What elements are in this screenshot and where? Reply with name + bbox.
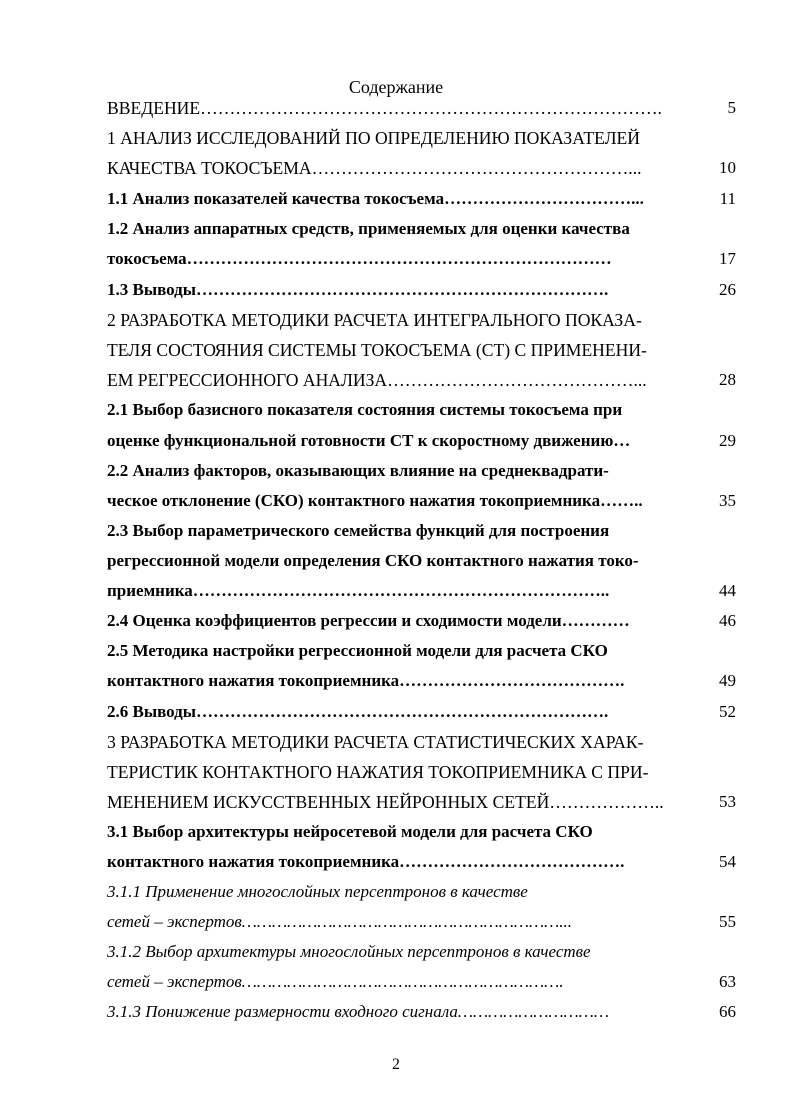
toc-line: токосъема………………………………………………………………… (107, 249, 612, 268)
toc-line: КАЧЕСТВА ТОКОСЪЕМА………………………………………………... (107, 158, 642, 178)
toc-line: регрессионной модели определения СКО контактного нажатия токо- (107, 551, 639, 570)
toc-page-number: 46 (719, 611, 736, 630)
toc-line: 1.1 Анализ показателей качества токосъема……………………………... (107, 189, 644, 208)
toc-line: контактного нажатия токоприемника…………………………………. (107, 671, 625, 690)
toc-line: 2 РАЗРАБОТКА МЕТОДИКИ РАСЧЕТА ИНТЕГРАЛЬНОГО ПОКАЗА- (107, 310, 642, 330)
toc-page-number: 35 (719, 491, 736, 510)
toc-line: 2.1 Выбор базисного показателя состояния системы токосъема при (107, 400, 623, 419)
toc-page-number: 54 (719, 852, 736, 871)
toc-page-number: 53 (719, 792, 736, 811)
toc-line: 3.1.2 Выбор архитектуры многослойных персептронов в качестве (107, 942, 591, 961)
toc-line: ТЕРИСТИК КОНТАКТНОГО НАЖАТИЯ ТОКОПРИЕМНИКА С ПРИ- (107, 762, 649, 782)
toc-line: 2.5 Методика настройки регрессионной модели для расчета СКО (107, 641, 608, 660)
toc-line: ВВЕДЕНИЕ……………………………………………………………………. (107, 98, 662, 118)
toc-line: ЕМ РЕГРЕССИОННОГО АНАЛИЗА……………………………………... (107, 370, 647, 390)
toc-line: 3 РАЗРАБОТКА МЕТОДИКИ РАСЧЕТА СТАТИСТИЧЕСКИХ ХАРАК- (107, 732, 644, 752)
toc-page-number: 66 (719, 1002, 736, 1021)
toc-page-number: 5 (727, 98, 736, 117)
toc-page-number: 11 (719, 189, 736, 208)
toc-line: ческое отклонение (СКО) контактного нажатия токоприемника…….. (107, 491, 643, 510)
toc-page-number: 29 (719, 431, 736, 450)
toc-line: сетей – экспертов………………………………………………………... (107, 912, 572, 931)
toc-page-number: 63 (719, 972, 736, 991)
toc-line: 3.1.1 Применение многослойных персептронов в качестве (107, 882, 528, 901)
toc-line: МЕНЕНИЕМ ИСКУССТВЕННЫХ НЕЙРОННЫХ СЕТЕЙ……………….. (107, 792, 664, 812)
toc-line: 2.4 Оценка коэффициентов регрессии и сходимости модели………… (107, 611, 630, 630)
toc-page-number: 28 (719, 370, 736, 389)
toc-page-number: 49 (719, 671, 736, 690)
page-footer-number: 2 (392, 1056, 400, 1073)
toc-page-number: 55 (719, 912, 736, 931)
toc-line: 2.3 Выбор параметрического семейства функций для построения (107, 521, 610, 540)
toc-line: 2.2 Анализ факторов, оказывающих влияние на среднеквадрати- (107, 461, 609, 480)
toc-line: 3.1.3 Понижение размерности входного сигнала………………………… (107, 1002, 610, 1021)
toc-page-number: 44 (719, 581, 736, 600)
toc-line: 2.6 Выводы………………………………………………………………. (107, 702, 609, 721)
toc-page-number: 52 (719, 702, 736, 721)
toc-page-number: 17 (719, 249, 736, 268)
toc-page-number: 26 (719, 280, 736, 299)
toc-page-number: 10 (719, 158, 736, 177)
toc-line: ТЕЛЯ СОСТОЯНИЯ СИСТЕМЫ ТОКОСЪЕМА (СТ) С ПРИМЕНЕНИ- (107, 340, 647, 360)
toc-line: оценке функциональной готовности СТ к скоростному движению… (107, 431, 631, 450)
toc-line: 1.3 Выводы………………………………………………………………. (107, 280, 609, 299)
toc-title: Содержание (348, 77, 444, 97)
toc-line: приемника……………………………………………………………….. (107, 581, 610, 600)
toc-line: контактного нажатия токоприемника…………………………………. (107, 852, 625, 871)
toc-line: 1.2 Анализ аппаратных средств, применяемых для оценки качества (107, 219, 630, 238)
toc-line: сетей – экспертов………………………………………………………. (107, 972, 564, 991)
toc-line: 3.1 Выбор архитектуры нейросетевой модели для расчета СКО (107, 822, 593, 841)
toc-line: 1 АНАЛИЗ ИССЛЕДОВАНИЙ ПО ОПРЕДЕЛЕНИЮ ПОКАЗАТЕЛЕЙ (107, 128, 641, 148)
